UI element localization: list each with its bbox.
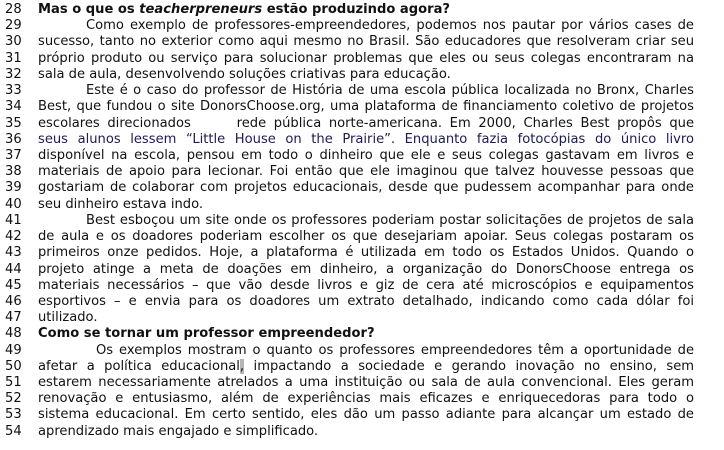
- line-number: 45: [5, 277, 22, 293]
- paragraph-text[interactable]: gostariam de colaborar com projetos educacionais, desde que pudessem acompanhar para onde: [38, 180, 694, 196]
- text-line: [0, 407, 724, 423]
- line-number: 33: [5, 83, 22, 99]
- paragraph-text[interactable]: Best esboçou um site onde os professores poderiam postar solicitações de projetos de sala: [86, 212, 694, 228]
- text-line: [0, 99, 724, 115]
- text-line: [0, 148, 724, 164]
- text-line: [0, 424, 724, 440]
- line-number: 28: [5, 2, 22, 17]
- heading-line: [0, 326, 724, 342]
- text-line: [0, 34, 724, 50]
- text-line: [0, 294, 724, 310]
- line-number: 30: [5, 34, 22, 50]
- line-number: 36: [5, 131, 22, 147]
- heading-italic-term: teacherpreneurs: [139, 2, 263, 17]
- text-line: [0, 262, 724, 278]
- text-line: [0, 245, 724, 261]
- paragraph-text[interactable]: sucesso, tanto no exterior como aqui mesmo no Brasil. São educadores que resolveram criar seu: [38, 34, 694, 50]
- paragraph-text[interactable]: utilizado.: [38, 310, 98, 326]
- paragraph-text[interactable]: projeto atinge a meta de doações em dinheiro, a organização do DonorsChoose entrega os: [38, 261, 694, 277]
- paragraph-text[interactable]: escolares direcionados rede pública norte-americana. Em 2000, Charles Best propôs que: [38, 115, 694, 131]
- paragraph-text[interactable]: estarem necessariamente atrelados a uma instituição ou sala de aula convencional. Eles geram: [38, 375, 694, 391]
- text-line: [0, 359, 724, 375]
- text-line: [0, 197, 724, 213]
- text-line: [0, 18, 724, 34]
- line-number: 43: [5, 245, 22, 261]
- text-line: [0, 83, 724, 99]
- paragraph-text[interactable]: materiais necessários – que vão desde livros e giz de cera até microscópios e equipamentos: [38, 277, 694, 293]
- paragraph-text[interactable]: próprio produto ou serviço para solucionar problemas que eles ou seus colegas encontraram na: [38, 50, 694, 66]
- line-number: 51: [5, 375, 22, 391]
- text-line: [0, 164, 724, 180]
- paragraph-text[interactable]: Como exemplo de professores-empreendedores, podemos nos pautar por vários cases de: [86, 18, 694, 34]
- line-number: 38: [5, 164, 22, 180]
- text-line: [0, 180, 724, 196]
- line-number: 35: [5, 115, 22, 131]
- heading-text: estão produzindo agora?: [262, 2, 451, 17]
- line-number: 31: [5, 50, 22, 66]
- line-number: 49: [5, 342, 22, 358]
- paragraph-text[interactable]: aprendizado mais engajado e simplificado.: [38, 423, 319, 439]
- text-line: [0, 51, 724, 67]
- paragraph-text[interactable]: seu dinheiro estava indo.: [38, 196, 204, 212]
- paragraph-text[interactable]: materiais de apoio para lecionar. Foi então que ele imaginou que talvez houvesse pessoas que: [38, 164, 694, 180]
- paragraph-text[interactable]: de aula e os doadores poderiam escolher os que desejariam apoiar. Seus colegas postaram os: [38, 229, 694, 245]
- document-body[interactable]: [0, 2, 724, 440]
- text-line: [0, 229, 724, 245]
- paragraph-text[interactable]: primeiros onze pedidos. Hoje, a plataforma é utilizada em todo os Estados Unidos. Quando o: [38, 245, 694, 261]
- line-number: 48: [5, 326, 22, 342]
- text-line: [0, 310, 724, 326]
- section-heading[interactable]: [38, 2, 694, 18]
- line-number: 32: [5, 66, 22, 82]
- text-cursor-selection[interactable]: ,: [239, 358, 245, 374]
- paragraph-text[interactable]: sistema educacional. Em certo sentido, eles dão um passo adiante para alcançar um estado de: [38, 407, 694, 423]
- text-line: [0, 67, 724, 83]
- text-line: [0, 213, 724, 229]
- paragraph-text[interactable]: Best, que fundou o site DonorsChoose.org, uma plataforma de financiamento coletivo de projetos: [38, 99, 694, 115]
- text-line: [0, 343, 724, 359]
- line-number: 44: [5, 261, 22, 277]
- heading-text: Mas o que os: [38, 2, 140, 17]
- line-number: 53: [5, 407, 22, 423]
- text-line: [0, 391, 724, 407]
- line-number: 39: [5, 180, 22, 196]
- line-number: 42: [5, 229, 22, 245]
- line-number: 52: [5, 391, 22, 407]
- paragraph-text[interactable]: [38, 359, 694, 375]
- paragraph-text[interactable]: renovação e entusiasmo, além de experiências mais eficazes e enriquecedoras para todo o: [38, 391, 694, 407]
- line-number: 50: [5, 358, 22, 374]
- line-number: 54: [5, 423, 22, 439]
- paragraph-text[interactable]: Este é o caso do professor de História de uma escola pública localizada no Bronx, Charles: [86, 83, 694, 99]
- text-line: [0, 278, 724, 294]
- heading-line: [0, 2, 724, 18]
- line-number: 40: [5, 196, 22, 212]
- text-line: [0, 132, 724, 148]
- paragraph-text[interactable]: sala de aula, desenvolvendo soluções criativas para educação.: [38, 66, 451, 82]
- paragraph-text[interactable]: Os exemplos mostram o quanto os professores empreendedores têm a oportunidade de: [96, 342, 694, 358]
- line-number: 29: [5, 18, 22, 34]
- paragraph-text[interactable]: seus alunos lessem “Little House on the Prairie”. Enquanto fazia fotocópias do único livro: [38, 131, 694, 147]
- line-number: 47: [5, 310, 22, 326]
- text-segment: afetar a política educacional: [38, 358, 240, 374]
- text-line: [0, 375, 724, 391]
- line-number: 34: [5, 99, 22, 115]
- line-number: 37: [5, 147, 22, 163]
- paragraph-text[interactable]: disponível na escola, pensou em todo o dinheiro que ele e seus colegas gastavam em livros e: [38, 147, 694, 163]
- text-line: [0, 116, 724, 132]
- line-number: 41: [5, 212, 22, 228]
- text-segment: impactando a sociedade e gerando inovação no ensino, sem: [244, 358, 695, 374]
- line-number: 46: [5, 293, 22, 309]
- section-heading[interactable]: Como se tornar um professor empreendedor?: [38, 326, 375, 342]
- paragraph-text[interactable]: esportivos – e envia para os doadores um extrato detalhado, indicando como cada dólar foi: [38, 293, 694, 309]
